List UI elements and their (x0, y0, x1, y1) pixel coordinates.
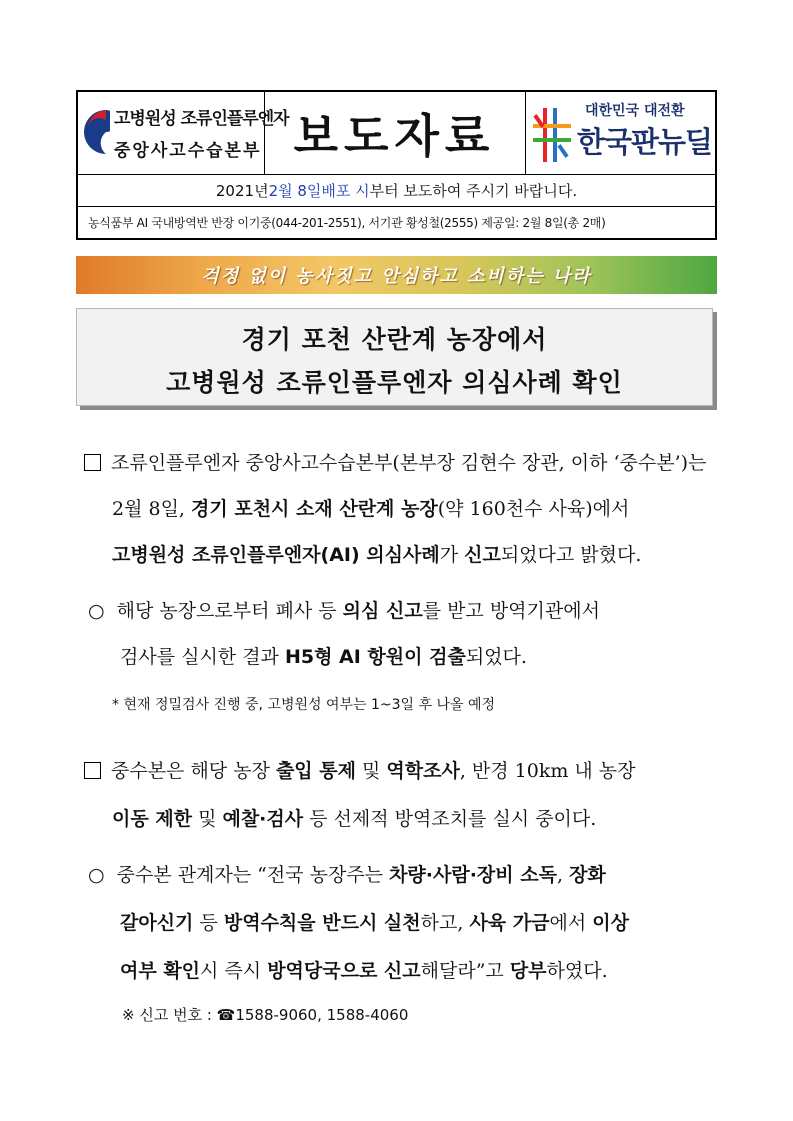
headline-line2: 고병원성 조류인플루엔자 의심사례 확인 (166, 368, 623, 397)
p1-particle: 가 (439, 544, 465, 566)
p2-sub-l3-d: 해달라”고 (420, 960, 510, 982)
p1-sub-detected: H5형 AI 항원이 검출 (284, 646, 466, 668)
p2-sub-rules: 방역수칙을 반드시 실천 (223, 912, 421, 934)
org-cell (78, 92, 289, 174)
p1-suspect: 고병원성 조류인플루엔자(AI) 의심사례 (112, 544, 440, 566)
p2-line2 (112, 804, 596, 831)
embargo-date: 2월 8일 (268, 181, 322, 200)
circle-bullet-icon: ○ (88, 864, 105, 886)
p1-sub-l2-c: 되었다. (465, 646, 527, 668)
newdeal-slogan: 대한민국 대전환 (585, 103, 685, 119)
newdeal-logo-icon (531, 104, 573, 166)
embargo-prefix: 2021년 (215, 181, 269, 200)
p2-sub-line3 (120, 956, 608, 983)
p1-date: 2월 8일, (112, 498, 192, 520)
banner-text: 걱정 없이 농사짓고 안심하고 소비하는 나라 (201, 266, 592, 287)
p2-l2-d: 등 선제적 방역조치를 실시 중이다. (303, 808, 597, 830)
contact-row: 농식품부 AI 국내방역반 반장 이기중(044-201-2551), 서기관 황성철(2555) 제공일: 2월 8일(총 2매) (88, 215, 606, 230)
p2-sub-l1-a: 중수본 관계자는 “전국 농장주는 (116, 864, 390, 886)
p2-movement: 이동 제한 (112, 808, 193, 830)
p2-line1 (84, 756, 636, 783)
p1-sub-line2 (120, 642, 527, 669)
p2-sub-poultry: 사육 가금 (469, 912, 550, 934)
org-name-line2: 중앙사고수습본부 (114, 141, 262, 161)
p1-note: * 현재 정밀검사 진행 중, 고병원성 여부는 1~3일 후 나올 예정 (112, 697, 496, 713)
header-top-row (78, 92, 715, 175)
p2-sub-change: 갈아신기 (120, 912, 194, 934)
headline-box (76, 308, 713, 406)
newdeal-logo-cell (525, 92, 715, 174)
p2-sub-l3-f: 하였다. (546, 960, 608, 982)
p1-sub-line1 (88, 596, 600, 623)
p2-inspection: 예찰·검사 (222, 808, 304, 830)
p1-line1 (84, 448, 706, 475)
p1-end: 되었다고 밝혔다. (500, 544, 642, 566)
p1-line2 (112, 494, 629, 521)
checkbox-bullet-icon (84, 762, 101, 779)
p1-line3 (112, 540, 641, 567)
p2-sub-abnormal: 이상 (592, 912, 629, 934)
government-emblem-icon (84, 106, 110, 158)
report-number-line: ※ 신고 번호 : ☎1588-9060, 1588-4060 (122, 1006, 409, 1024)
p1-sub-suspect: 의심 신고 (342, 600, 423, 622)
p2-sub-boots: 장화 (569, 864, 606, 886)
p2-access-control: 출입 통제 (275, 760, 356, 782)
p2-sub-line1 (88, 860, 606, 887)
p1-sub-l2-a: 검사를 실시한 결과 (120, 646, 285, 668)
p2-sub-line2 (120, 908, 629, 935)
p2-sub-report: 방역당국으로 신고 (267, 960, 421, 982)
p2-sub-l3-b: 시 즉시 (200, 960, 268, 982)
press-release-header (76, 90, 717, 240)
p2-sub-check: 여부 확인 (120, 960, 201, 982)
slogan-banner (76, 256, 717, 294)
p1-farm: 경기 포천시 소재 산란계 농장 (191, 498, 438, 520)
doc-title-cell (264, 92, 526, 174)
p1-report: 신고 (464, 544, 501, 566)
p1-line1-text: 조류인플루엔자 중앙사고수습본부(본부장 김현수 장관, 이하 ‘중수본’)는 (111, 452, 707, 474)
org-name-line1: 고병원성 조류인플루엔자 (114, 109, 289, 129)
newdeal-name: 한국판뉴딜 (577, 125, 713, 159)
p2-sub-l2-d: 하고, (420, 912, 470, 934)
p2-l1-a: 중수본은 해당 농장 (111, 760, 276, 782)
p1-sub-text-a: 해당 농장으로부터 폐사 등 (116, 600, 343, 622)
circle-bullet-icon: ○ (88, 600, 105, 622)
embargo-row (78, 174, 715, 207)
p2-l2-b: 및 (192, 808, 223, 830)
p2-sub-l2-b: 등 (193, 912, 224, 934)
p2-epi: 역학조사 (386, 760, 460, 782)
doc-title: 보도자료 (293, 109, 496, 163)
embargo-distribution: 배포 시 (321, 181, 370, 200)
checkbox-bullet-icon (84, 454, 101, 471)
p2-sub-disinfect: 차량·사람·장비 소독 (389, 864, 557, 886)
p2-l1-c: 및 (355, 760, 387, 782)
embargo-suffix: 부터 보도하여 주시기 바랍니다. (369, 181, 578, 200)
p1-sub-text-c: 를 받고 방역기관에서 (422, 600, 600, 622)
p1-scale: (약 160천수 사육)에서 (437, 498, 630, 520)
p2-sub-l2-f: 에서 (549, 912, 593, 934)
p2-sub-l1-c: , (556, 864, 570, 886)
p2-l1-e: , 반경 10km 내 농장 (459, 760, 636, 782)
headline-line1: 경기 포천 산란계 농장에서 (241, 325, 548, 354)
p2-sub-request: 당부 (509, 960, 547, 982)
